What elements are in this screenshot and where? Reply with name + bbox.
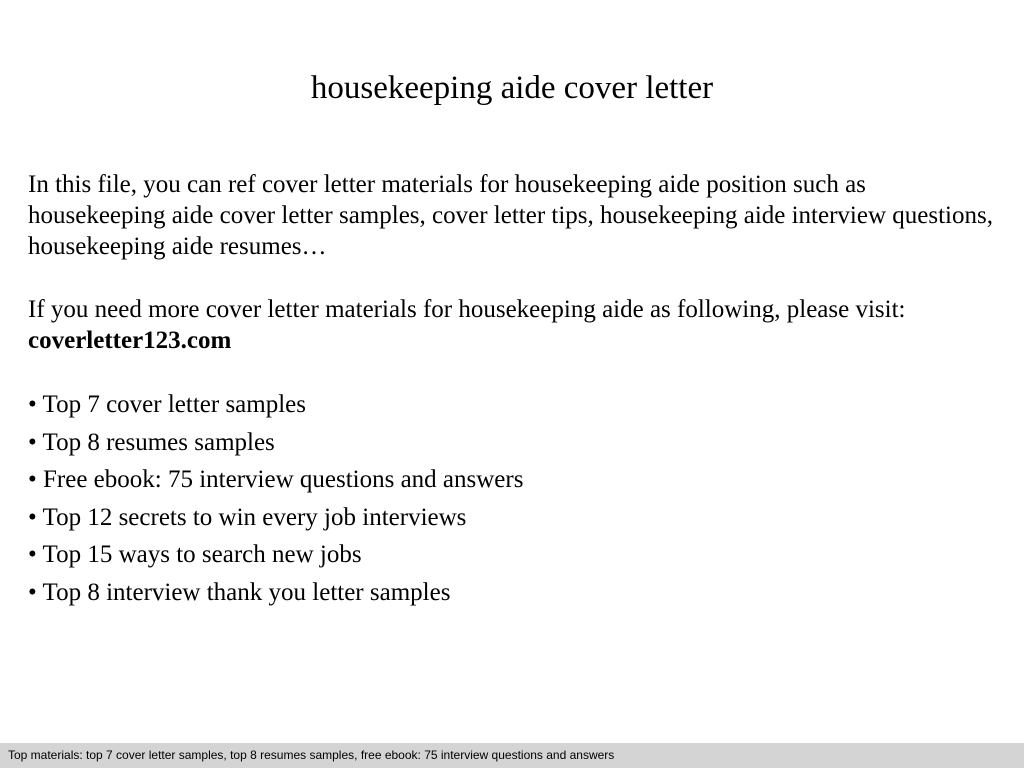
page-title: housekeeping aide cover letter [310,70,714,106]
visit-paragraph [28,294,1003,356]
list-item: • Free ebook: 75 interview questions and answers [28,466,524,494]
visit-text: If you need more cover letter materials for housekeeping aide as following, please visit: [28,296,906,323]
list-item: • Top 7 cover letter samples [28,391,306,418]
list-item: • Top 8 resumes samples [28,428,275,456]
coverletter-link[interactable]: coverletter123.com [28,327,232,354]
materials-list [28,386,523,612]
list-item: • Top 15 ways to search new jobs [28,541,362,569]
footer-bar: Top materials: top 7 cover letter samples, top 8 resumes samples, free ebook: 75 interview questions and answers [0,743,1024,768]
list-item: • Top 8 interview thank you letter samples [28,578,451,606]
intro-paragraph: In this file, you can ref cover letter materials for housekeeping aide position such as housekeeping aide cover letter samples, cover letter tips, housekeeping aide interview questions, housekeeping aide resumes… [28,171,993,260]
list-item: • Top 12 secrets to win every job interviews [28,503,467,531]
